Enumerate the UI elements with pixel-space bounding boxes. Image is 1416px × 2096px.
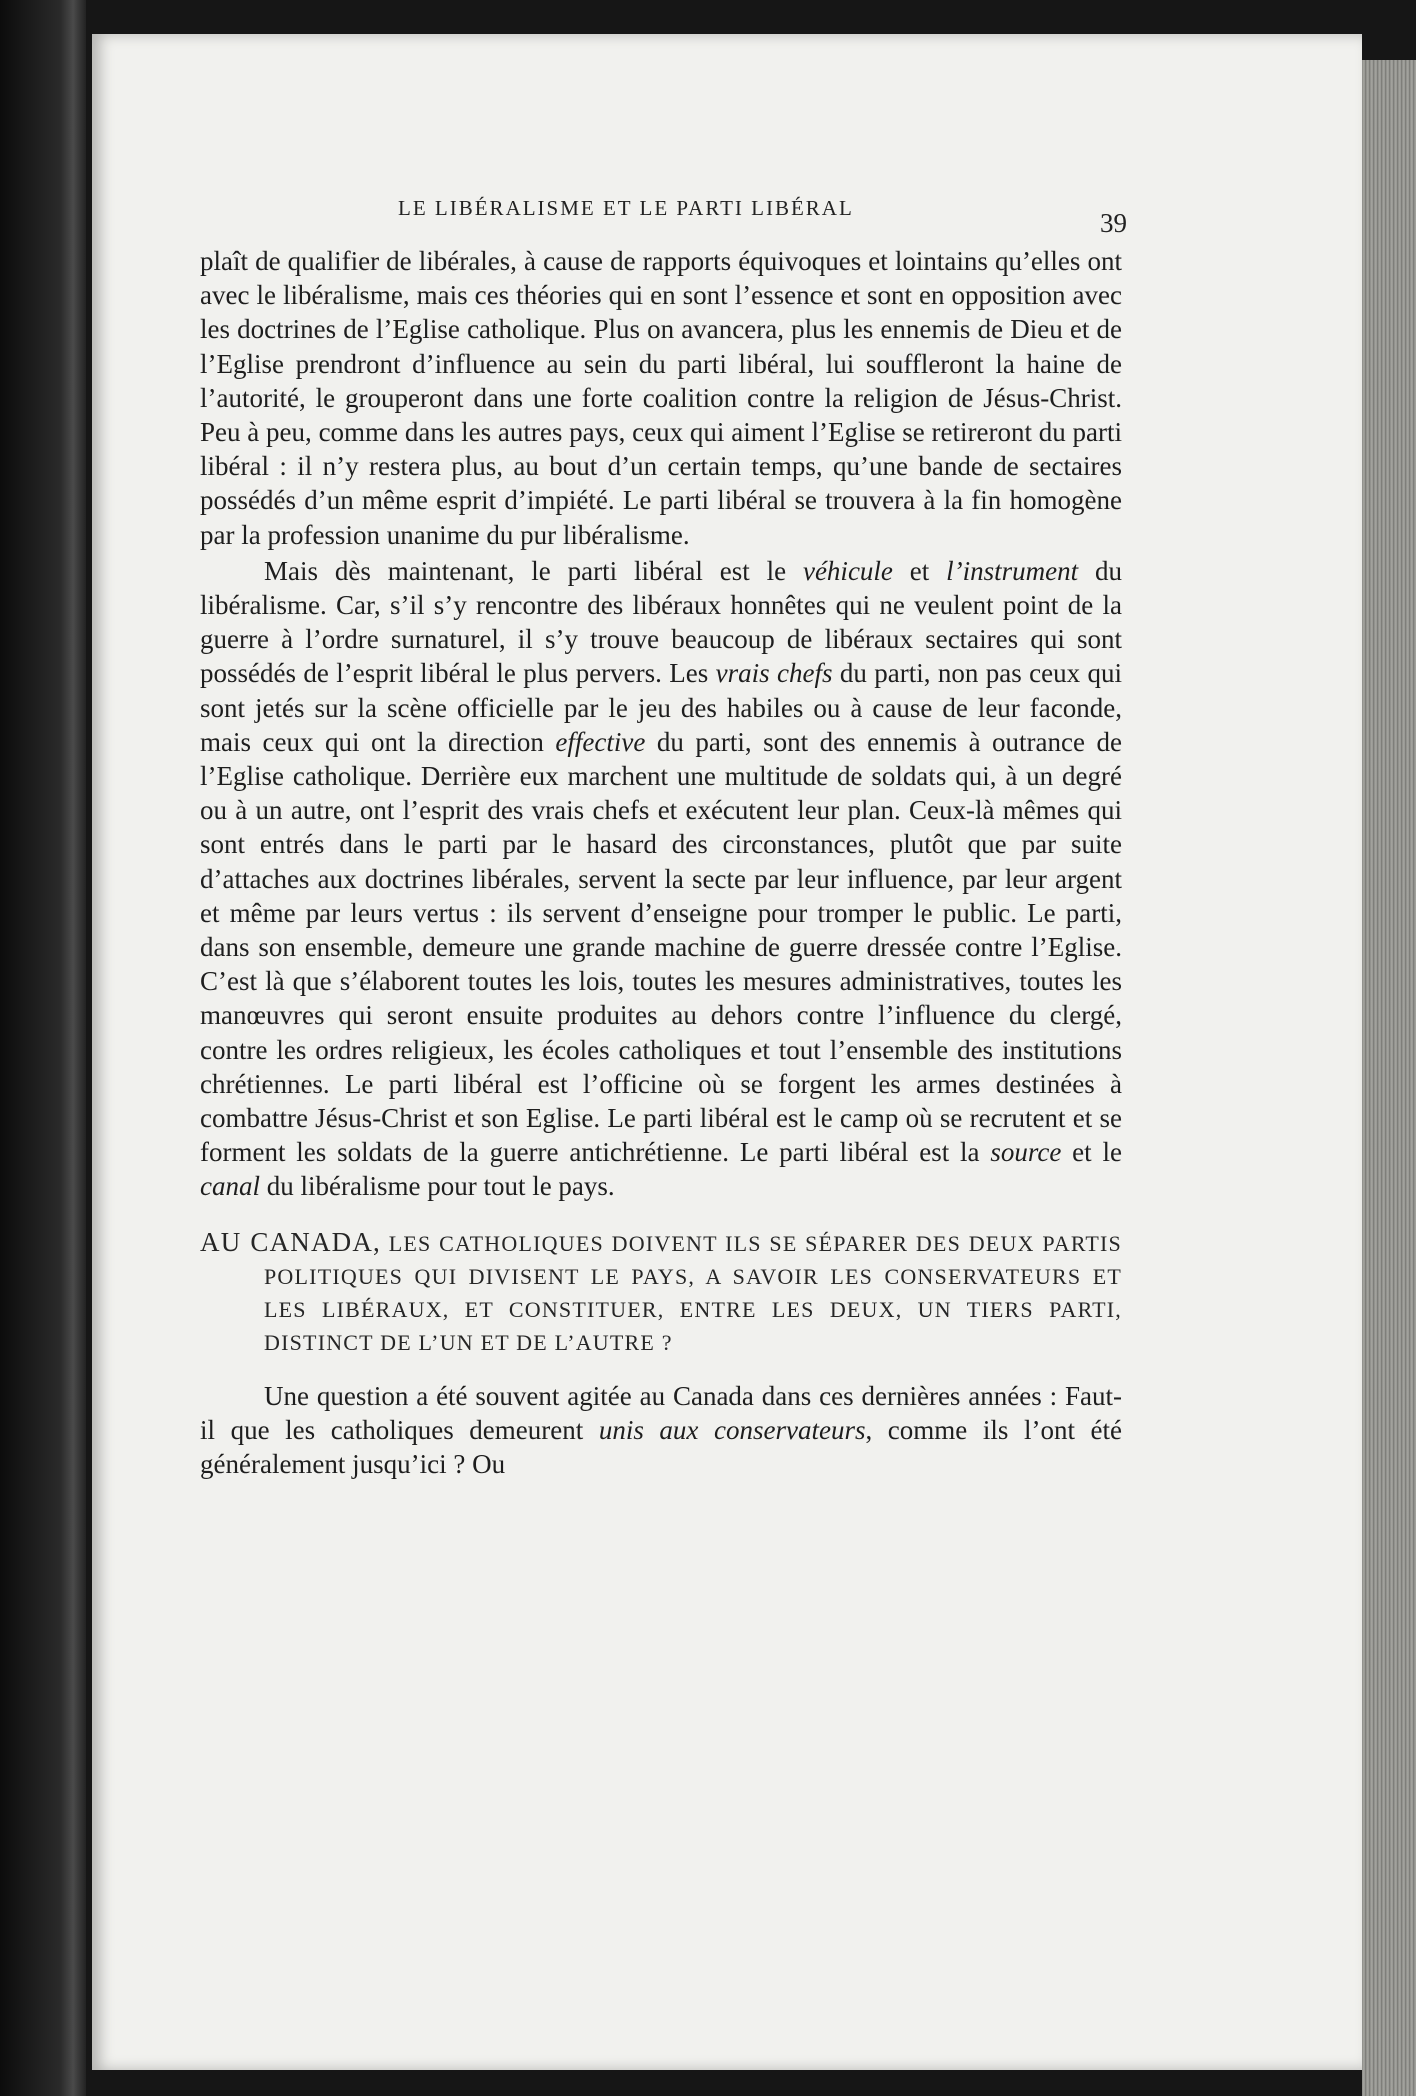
text-run: Mais dès maintenant, le parti libéral est le bbox=[264, 555, 803, 586]
running-title: LE LIBÉRALISME ET LE PARTI LIBÉRAL bbox=[398, 196, 854, 220]
page-body bbox=[200, 244, 1122, 1481]
text-run: du libéralisme pour tout le pays. bbox=[260, 1171, 615, 1202]
italic-effective: effective bbox=[555, 726, 646, 757]
text-run: du parti, non pas ceux qui sont jetés sur la scène officielle par le jeu des habiles ou à cause de leur faconde, mais ceux qui ont la direction bbox=[200, 658, 1122, 757]
italic-unis-aux-conservateurs: unis aux conservateurs bbox=[598, 1414, 866, 1445]
text-run: Une question a été souvent agitée au Canada dans ces dernières années : Faut-il que les catholiques demeurent bbox=[200, 1380, 1122, 1445]
paragraph-vehicle bbox=[200, 554, 1122, 1204]
text-run: et bbox=[892, 555, 947, 586]
italic-vrais-chefs: vrais chefs bbox=[715, 658, 833, 689]
paragraph-question bbox=[200, 1379, 1122, 1482]
italic-instrument: l’instrument bbox=[946, 555, 1079, 586]
section-heading-text: LES CATHOLIQUES DOIVENT ILS SE SÉPARER DES DEUX PARTIS POLITIQUES QUI DIVISENT LE PAYS, A SAVOIR LES CONSERVATEURS ET LES LIBÉRAUX, ET CONSTITUER, ENTRE LES DEUX, UN TIERS PARTI, DISTINCT DE L’UN ET DE L’AUTRE ? bbox=[264, 1230, 1122, 1355]
italic-canal: canal bbox=[200, 1171, 260, 1202]
paragraph-text: plaît de qualifier de libérales, à cause de rapports équivoques et lointains qu’elles ont avec le libéralisme, mais ces théories qui en sont l’essence et sont en opposition avec les doctrines de l’Eglise catholique. Plus on avancera, plus les ennemis de Dieu et de l’Eglise prendront d’influence au sein du parti libéral, lui souffleront la haine de l’autorité, le grouperont dans une forte coalition contre la religion de Jésus-Christ. Peu à peu, comme dans les autres pays, ceux qui aiment l’Eglise se retireront du parti libéral : il n’y restera plus, au bout d’un certain temps, qu’une bande de sectaires possédés d’un même esprit d’impiété. Le parti libéral se trouvera à la fin homogène par la profession unanime du pur libéralisme. bbox=[200, 246, 1122, 550]
paragraph-continued bbox=[200, 244, 1122, 552]
book-spine-shadow bbox=[0, 0, 86, 2096]
italic-vehicule: véhicule bbox=[802, 555, 893, 586]
page-stack-edge bbox=[1362, 60, 1416, 2096]
page-number: 39 bbox=[1100, 208, 1127, 238]
text-run: du libéralisme. Car, s’il s’y rencontre des libéraux honnêtes qui ne veulent point de la guerre à l’ordre surnaturel, il s’y trouve beaucoup de libéraux sectaires qui sont possédés de l’esprit libéral le plus pervers. Les bbox=[200, 555, 1122, 689]
section-heading-lead: AU CANADA, bbox=[200, 1226, 382, 1257]
section-heading bbox=[200, 1226, 1122, 1359]
text-run: , comme ils l’ont été généralement jusqu’ici ? Ou bbox=[200, 1414, 1123, 1480]
text-run: du parti, sont des ennemis à outrance de l’Eglise catholique. Derrière eux marchent une multitude de soldats qui, à un degré ou à un autre, ont l’esprit des vrais chefs et exécutent leur plan. Ceux-là mêmes qui sont entrés dans le parti par le hasard des circonstances, plutôt que par suite d’attaches aux doctrines libérales, servent la secte par leur influence, par leur argent et même par leurs vertus : ils servent d’enseigne pour tromper le public. Le parti, dans son ensemble, demeure une grande machine de guerre dressée contre l’Eglise. C’est là que s’élaborent toutes les lois, toutes les mesures administratives, toutes les manœuvres qui seront ensuite produites au dehors contre l’influence du clergé, contre les ordres religieux, les écoles catholiques et tout l’ensemble des institutions chrétiennes. Le parti libéral est l’officine où se forgent les armes destinées à combattre Jésus-Christ et son Eglise. Le parti libéral est le camp où se recrutent et se forment les soldats de la guerre antichrétienne. Le parti libéral est la bbox=[200, 726, 1122, 1168]
text-run: et le bbox=[1061, 1137, 1122, 1168]
italic-source: source bbox=[990, 1137, 1062, 1168]
